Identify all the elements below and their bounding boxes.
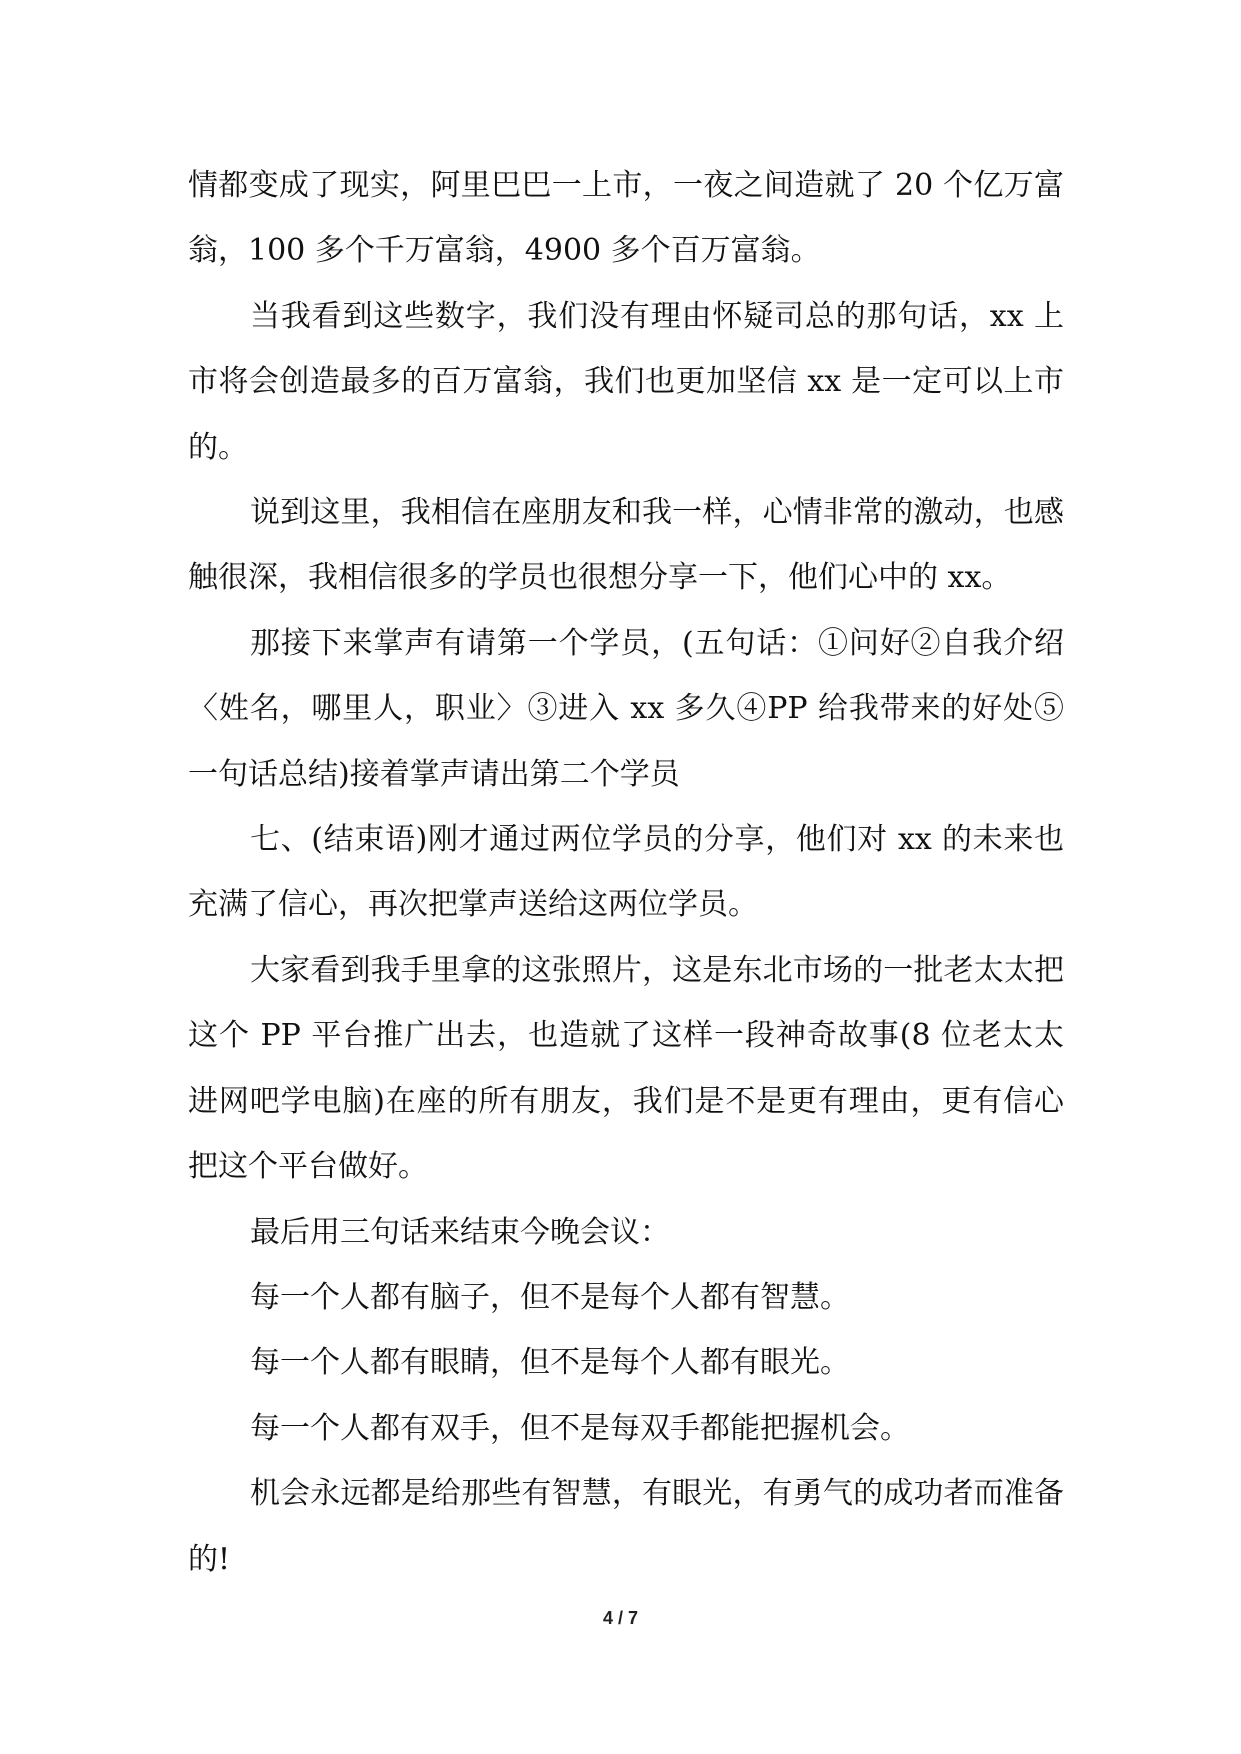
document-body [188,153,1064,1592]
paragraph-1: 情都变成了现实，阿里巴巴一上市，一夜之间造就了 20 个亿万富翁，100 多个千万富翁，4900 多个百万富翁。 [188,168,1064,269]
paragraph-6: 大家看到我手里拿的这张照片，这是东北市场的一批老太太把这个 PP 平台推广出去，也造就了这样一段神奇故事(8 位老太太进网吧学电脑)在座的所有朋友，我们是不是更有理由，更有信心把这个平台做好。 [188,952,1064,1185]
paragraph-2: 当我看到这些数字，我们没有理由怀疑司总的那句话，xx 上市将会创造最多的百万富翁，我们也更加坚信 xx 是一定可以上市的。 [188,298,1064,465]
paragraph-4: 那接下来掌声有请第一个学员，(五句话：①问好②自我介绍〈姓名，哪里人，职业〉③进入 xx 多久④PP 给我带来的好处⑤一句话总结)接着掌声请出第二个学员 [188,625,1064,792]
paragraph-3: 说到这里，我相信在座朋友和我一样，心情非常的激动，也感触很深，我相信很多的学员也很想分享一下，他们心中的 xx。 [188,495,1064,596]
paragraph-11: 机会永远都是给那些有智慧，有眼光，有勇气的成功者而准备的! [188,1476,1064,1577]
paragraph-10: 每一个人都有双手，但不是每双手都能把握机会。 [250,1410,910,1446]
paragraph-5: 七、(结束语)刚才通过两位学员的分享，他们对 xx 的未来也充满了信心，再次把掌声送给这两位学员。 [188,822,1064,923]
page-number: 4 / 7 [602,1608,639,1628]
paragraph-8: 每一个人都有脑子，但不是每个人都有智慧。 [250,1279,850,1315]
paragraph-9: 每一个人都有眼睛，但不是每个人都有眼光。 [250,1345,850,1381]
paragraph-7: 最后用三句话来结束今晚会议： [250,1214,670,1250]
